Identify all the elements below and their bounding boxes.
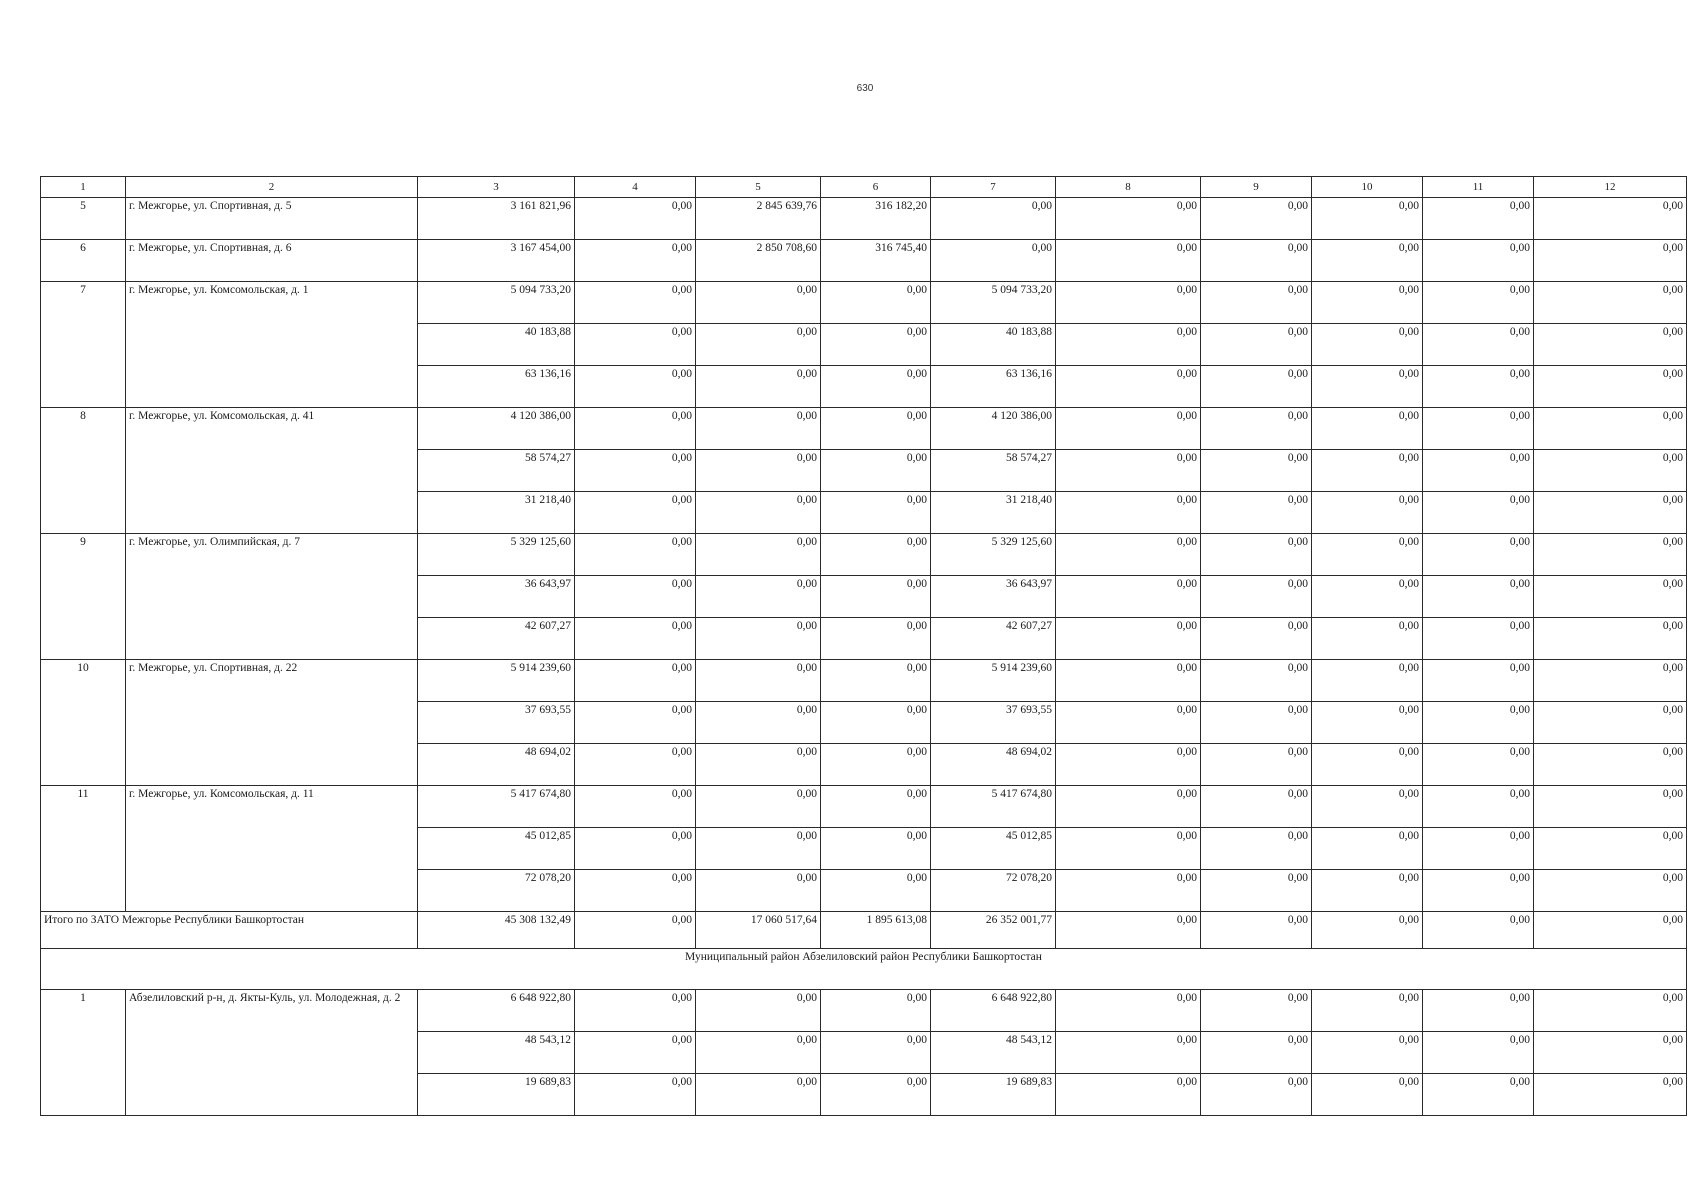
amount-cell: 0,00 — [1056, 408, 1201, 450]
row-number-cell: 11 — [41, 786, 126, 912]
amount-cell: 0,00 — [696, 534, 821, 576]
amount-cell: 5 417 674,80 — [931, 786, 1056, 828]
amount-cell: 0,00 — [1423, 702, 1534, 744]
amount-cell: 37 693,55 — [418, 702, 575, 744]
amount-cell: 63 136,16 — [418, 366, 575, 408]
amount-cell: 40 183,88 — [418, 324, 575, 366]
column-number-cell: 10 — [1312, 177, 1423, 198]
row-number-cell: 5 — [41, 198, 126, 240]
amount-cell: 0,00 — [1201, 990, 1312, 1032]
amount-cell: 0,00 — [1201, 324, 1312, 366]
amount-cell: 0,00 — [1056, 198, 1201, 240]
address-cell: Абзелиловский р-н, д. Якты-Куль, ул. Молодежная, д. 2 — [126, 990, 418, 1116]
amount-cell: 5 417 674,80 — [418, 786, 575, 828]
amount-cell: 0,00 — [1423, 576, 1534, 618]
amount-cell: 0,00 — [1056, 870, 1201, 912]
amount-cell: 0,00 — [821, 828, 931, 870]
amount-cell: 0,00 — [575, 534, 696, 576]
amount-cell: 0,00 — [1423, 660, 1534, 702]
column-number-row — [41, 177, 1687, 198]
amount-cell: 0,00 — [821, 366, 931, 408]
amount-cell: 0,00 — [1312, 366, 1423, 408]
amount-cell: 48 543,12 — [418, 1032, 575, 1074]
amount-cell: 0,00 — [575, 366, 696, 408]
amount-cell: 0,00 — [1312, 618, 1423, 660]
address-cell: г. Межгорье, ул. Комсомольская, д. 41 — [126, 408, 418, 534]
address-cell: г. Межгорье, ул. Комсомольская, д. 11 — [126, 786, 418, 912]
amount-cell: 0,00 — [575, 870, 696, 912]
amount-cell: 5 329 125,60 — [418, 534, 575, 576]
amount-cell: 58 574,27 — [931, 450, 1056, 492]
amount-cell: 0,00 — [1056, 240, 1201, 282]
amount-cell: 0,00 — [696, 366, 821, 408]
amount-cell: 0,00 — [696, 282, 821, 324]
amount-cell: 31 218,40 — [418, 492, 575, 534]
amount-cell: 0,00 — [1312, 240, 1423, 282]
amount-cell: 0,00 — [1423, 870, 1534, 912]
amount-cell: 0,00 — [821, 1032, 931, 1074]
amount-cell: 0,00 — [821, 660, 931, 702]
amount-cell: 45 012,85 — [931, 828, 1056, 870]
amount-cell: 36 643,97 — [931, 576, 1056, 618]
amount-cell: 0,00 — [1534, 786, 1687, 828]
amount-cell: 0,00 — [821, 618, 931, 660]
amount-cell: 0,00 — [1056, 534, 1201, 576]
amount-cell: 0,00 — [1056, 702, 1201, 744]
amount-cell: 0,00 — [1201, 366, 1312, 408]
amount-cell: 0,00 — [1423, 786, 1534, 828]
amount-cell: 72 078,20 — [418, 870, 575, 912]
column-number-cell: 3 — [418, 177, 575, 198]
amount-cell: 0,00 — [696, 324, 821, 366]
amount-cell: 0,00 — [1534, 618, 1687, 660]
column-number-cell: 5 — [696, 177, 821, 198]
amount-cell: 0,00 — [821, 282, 931, 324]
amount-cell: 0,00 — [1312, 282, 1423, 324]
amount-cell: 0,00 — [696, 870, 821, 912]
amount-cell: 0,00 — [1056, 786, 1201, 828]
amount-cell: 316 182,20 — [821, 198, 931, 240]
amount-cell: 0,00 — [1534, 828, 1687, 870]
total-amount-cell: 45 308 132,49 — [418, 912, 575, 949]
total-label: Итого по ЗАТО Межгорье Республики Башкортостан — [41, 912, 418, 949]
amount-cell: 0,00 — [821, 324, 931, 366]
amount-cell: 0,00 — [1056, 660, 1201, 702]
row-number-cell: 9 — [41, 534, 126, 660]
amount-cell: 0,00 — [1201, 786, 1312, 828]
address-cell: г. Межгорье, ул. Олимпийская, д. 7 — [126, 534, 418, 660]
amount-cell: 0,00 — [1423, 492, 1534, 534]
amount-cell: 0,00 — [1534, 534, 1687, 576]
amount-cell: 0,00 — [696, 618, 821, 660]
amount-cell: 0,00 — [1312, 408, 1423, 450]
amount-cell: 0,00 — [696, 702, 821, 744]
address-cell: г. Межгорье, ул. Спортивная, д. 6 — [126, 240, 418, 282]
amount-cell: 0,00 — [1201, 828, 1312, 870]
amount-cell: 0,00 — [1201, 576, 1312, 618]
amount-cell: 0,00 — [1534, 870, 1687, 912]
amount-cell: 0,00 — [1534, 282, 1687, 324]
amount-cell: 4 120 386,00 — [418, 408, 575, 450]
amount-cell: 0,00 — [1056, 744, 1201, 786]
amount-cell: 0,00 — [821, 450, 931, 492]
amount-cell: 5 329 125,60 — [931, 534, 1056, 576]
amount-cell: 0,00 — [1312, 660, 1423, 702]
amount-cell: 0,00 — [575, 786, 696, 828]
amount-cell: 0,00 — [1423, 408, 1534, 450]
amount-cell: 0,00 — [575, 324, 696, 366]
table-row — [41, 240, 1687, 282]
amount-cell: 0,00 — [1056, 990, 1201, 1032]
amount-cell: 2 845 639,76 — [696, 198, 821, 240]
amount-cell: 0,00 — [696, 786, 821, 828]
table-row — [41, 534, 1687, 576]
amount-cell: 72 078,20 — [931, 870, 1056, 912]
table-row — [41, 282, 1687, 324]
amount-cell: 0,00 — [1312, 990, 1423, 1032]
amount-cell: 3 167 454,00 — [418, 240, 575, 282]
amount-cell: 0,00 — [1423, 198, 1534, 240]
amount-cell: 0,00 — [575, 702, 696, 744]
table-row — [41, 198, 1687, 240]
amount-cell: 0,00 — [1534, 576, 1687, 618]
amount-cell: 0,00 — [575, 744, 696, 786]
amount-cell: 0,00 — [575, 618, 696, 660]
total-amount-cell: 0,00 — [1201, 912, 1312, 949]
section-title: Муниципальный район Абзелиловский район Республики Башкортостан — [41, 949, 1687, 990]
amount-cell: 0,00 — [821, 786, 931, 828]
amount-cell: 0,00 — [1312, 324, 1423, 366]
amount-cell: 0,00 — [1534, 366, 1687, 408]
table-row — [41, 660, 1687, 702]
amount-cell: 0,00 — [1423, 240, 1534, 282]
column-number-cell: 11 — [1423, 177, 1534, 198]
amount-cell: 0,00 — [1201, 870, 1312, 912]
total-amount-cell: 0,00 — [1312, 912, 1423, 949]
amount-cell: 0,00 — [1312, 828, 1423, 870]
amount-cell: 37 693,55 — [931, 702, 1056, 744]
amount-cell: 0,00 — [1056, 618, 1201, 660]
amount-cell: 0,00 — [575, 576, 696, 618]
table-row — [41, 990, 1687, 1032]
amount-cell: 0,00 — [1423, 744, 1534, 786]
amount-cell: 0,00 — [575, 1032, 696, 1074]
total-amount-cell: 0,00 — [1534, 912, 1687, 949]
amount-cell: 0,00 — [696, 744, 821, 786]
amount-cell: 0,00 — [575, 1074, 696, 1116]
amount-cell: 0,00 — [1056, 1074, 1201, 1116]
amount-cell: 6 648 922,80 — [418, 990, 575, 1032]
amount-cell: 0,00 — [1312, 1074, 1423, 1116]
amount-cell: 0,00 — [1201, 660, 1312, 702]
amount-cell: 0,00 — [821, 576, 931, 618]
amount-cell: 0,00 — [1201, 450, 1312, 492]
section-header-row — [41, 949, 1687, 990]
amount-cell: 0,00 — [1423, 282, 1534, 324]
amount-cell: 0,00 — [1534, 240, 1687, 282]
amount-cell: 0,00 — [1056, 282, 1201, 324]
amount-cell: 4 120 386,00 — [931, 408, 1056, 450]
amount-cell: 0,00 — [1534, 492, 1687, 534]
column-number-cell: 6 — [821, 177, 931, 198]
total-amount-cell: 0,00 — [1423, 912, 1534, 949]
amount-cell: 0,00 — [931, 240, 1056, 282]
amount-cell: 0,00 — [1312, 576, 1423, 618]
amount-cell: 0,00 — [1312, 492, 1423, 534]
amount-cell: 0,00 — [696, 450, 821, 492]
amount-cell: 0,00 — [696, 492, 821, 534]
row-number-cell: 1 — [41, 990, 126, 1116]
amount-cell: 48 694,02 — [418, 744, 575, 786]
amount-cell: 0,00 — [1312, 534, 1423, 576]
amount-cell: 0,00 — [1534, 1032, 1687, 1074]
amount-cell: 0,00 — [1534, 408, 1687, 450]
amount-cell: 63 136,16 — [931, 366, 1056, 408]
amount-cell: 0,00 — [696, 828, 821, 870]
amount-cell: 0,00 — [575, 408, 696, 450]
column-number-cell: 4 — [575, 177, 696, 198]
amount-cell: 0,00 — [821, 492, 931, 534]
amount-cell: 0,00 — [575, 282, 696, 324]
amount-cell: 0,00 — [1534, 450, 1687, 492]
amount-cell: 5 094 733,20 — [418, 282, 575, 324]
amount-cell: 0,00 — [696, 576, 821, 618]
address-cell: г. Межгорье, ул. Спортивная, д. 5 — [126, 198, 418, 240]
amount-cell: 45 012,85 — [418, 828, 575, 870]
amount-cell: 0,00 — [1201, 408, 1312, 450]
amount-cell: 0,00 — [821, 870, 931, 912]
amount-cell: 0,00 — [575, 990, 696, 1032]
amount-cell: 0,00 — [1201, 282, 1312, 324]
column-number-cell: 2 — [126, 177, 418, 198]
amount-cell: 0,00 — [1312, 786, 1423, 828]
amount-cell: 0,00 — [1423, 534, 1534, 576]
amount-cell: 0,00 — [1201, 492, 1312, 534]
amount-cell: 31 218,40 — [931, 492, 1056, 534]
amount-cell: 0,00 — [1423, 1032, 1534, 1074]
page-number: 630 — [856, 83, 874, 94]
amount-cell: 0,00 — [1056, 576, 1201, 618]
amount-cell: 0,00 — [696, 1074, 821, 1116]
amount-cell: 0,00 — [1534, 1074, 1687, 1116]
amount-cell: 0,00 — [1312, 702, 1423, 744]
total-amount-cell: 26 352 001,77 — [931, 912, 1056, 949]
amount-cell: 0,00 — [1056, 828, 1201, 870]
amount-cell: 0,00 — [1423, 324, 1534, 366]
amount-cell: 0,00 — [1534, 990, 1687, 1032]
table-body — [41, 177, 1687, 1116]
amount-cell: 6 648 922,80 — [931, 990, 1056, 1032]
amount-cell: 0,00 — [821, 744, 931, 786]
amount-cell: 19 689,83 — [418, 1074, 575, 1116]
amount-cell: 0,00 — [821, 990, 931, 1032]
amount-cell: 0,00 — [696, 408, 821, 450]
column-number-cell: 7 — [931, 177, 1056, 198]
amount-cell: 0,00 — [1312, 1032, 1423, 1074]
amount-cell: 0,00 — [575, 828, 696, 870]
amount-cell: 42 607,27 — [931, 618, 1056, 660]
amount-cell: 2 850 708,60 — [696, 240, 821, 282]
table-row — [41, 786, 1687, 828]
amount-cell: 0,00 — [931, 198, 1056, 240]
address-cell: г. Межгорье, ул. Спортивная, д. 22 — [126, 660, 418, 786]
amount-cell: 42 607,27 — [418, 618, 575, 660]
column-number-cell: 9 — [1201, 177, 1312, 198]
amount-cell: 5 914 239,60 — [931, 660, 1056, 702]
total-amount-cell: 17 060 517,64 — [696, 912, 821, 949]
amount-cell: 0,00 — [1534, 744, 1687, 786]
total-amount-cell: 0,00 — [1056, 912, 1201, 949]
amount-cell: 0,00 — [821, 534, 931, 576]
amount-cell: 5 094 733,20 — [931, 282, 1056, 324]
total-row — [41, 912, 1687, 949]
table-row — [41, 408, 1687, 450]
amount-cell: 0,00 — [821, 408, 931, 450]
amount-cell: 48 543,12 — [931, 1032, 1056, 1074]
row-number-cell: 10 — [41, 660, 126, 786]
amount-cell: 0,00 — [821, 702, 931, 744]
amount-cell: 0,00 — [575, 450, 696, 492]
amount-cell: 0,00 — [1423, 1074, 1534, 1116]
column-number-cell: 8 — [1056, 177, 1201, 198]
amount-cell: 0,00 — [1201, 744, 1312, 786]
amount-cell: 0,00 — [1423, 990, 1534, 1032]
row-number-cell: 7 — [41, 282, 126, 408]
amount-cell: 0,00 — [1201, 534, 1312, 576]
amount-cell: 0,00 — [696, 990, 821, 1032]
row-number-cell: 8 — [41, 408, 126, 534]
amount-cell: 0,00 — [575, 240, 696, 282]
amount-cell: 0,00 — [821, 1074, 931, 1116]
amount-cell: 0,00 — [696, 1032, 821, 1074]
amount-cell: 0,00 — [1056, 1032, 1201, 1074]
amount-cell: 0,00 — [1312, 870, 1423, 912]
amount-cell: 0,00 — [696, 660, 821, 702]
amount-cell: 0,00 — [1056, 324, 1201, 366]
amount-cell: 0,00 — [1056, 366, 1201, 408]
amount-cell: 0,00 — [575, 492, 696, 534]
amount-cell: 0,00 — [575, 660, 696, 702]
amount-cell: 0,00 — [1534, 660, 1687, 702]
amount-cell: 0,00 — [1312, 450, 1423, 492]
amount-cell: 0,00 — [1056, 492, 1201, 534]
amount-cell: 0,00 — [1201, 240, 1312, 282]
amount-cell: 0,00 — [1423, 618, 1534, 660]
amount-cell: 0,00 — [575, 198, 696, 240]
amount-cell: 0,00 — [1201, 618, 1312, 660]
column-number-cell: 12 — [1534, 177, 1687, 198]
amount-cell: 0,00 — [1534, 324, 1687, 366]
amount-cell: 19 689,83 — [931, 1074, 1056, 1116]
total-amount-cell: 1 895 613,08 — [821, 912, 931, 949]
row-number-cell: 6 — [41, 240, 126, 282]
amount-cell: 58 574,27 — [418, 450, 575, 492]
amount-cell: 0,00 — [1312, 744, 1423, 786]
amount-cell: 0,00 — [1201, 702, 1312, 744]
amount-cell: 0,00 — [1423, 828, 1534, 870]
amount-cell: 0,00 — [1201, 1032, 1312, 1074]
capital-repair-table — [40, 176, 1687, 1116]
amount-cell: 0,00 — [1201, 1074, 1312, 1116]
amount-cell: 0,00 — [1423, 450, 1534, 492]
amount-cell: 5 914 239,60 — [418, 660, 575, 702]
amount-cell: 3 161 821,96 — [418, 198, 575, 240]
amount-cell: 0,00 — [1534, 198, 1687, 240]
amount-cell: 316 745,40 — [821, 240, 931, 282]
amount-cell: 48 694,02 — [931, 744, 1056, 786]
amount-cell: 36 643,97 — [418, 576, 575, 618]
amount-cell: 0,00 — [1534, 702, 1687, 744]
total-amount-cell: 0,00 — [575, 912, 696, 949]
amount-cell: 0,00 — [1056, 450, 1201, 492]
column-number-cell: 1 — [41, 177, 126, 198]
amount-cell: 40 183,88 — [931, 324, 1056, 366]
amount-cell: 0,00 — [1312, 198, 1423, 240]
amount-cell: 0,00 — [1201, 198, 1312, 240]
amount-cell: 0,00 — [1423, 366, 1534, 408]
address-cell: г. Межгорье, ул. Комсомольская, д. 1 — [126, 282, 418, 408]
